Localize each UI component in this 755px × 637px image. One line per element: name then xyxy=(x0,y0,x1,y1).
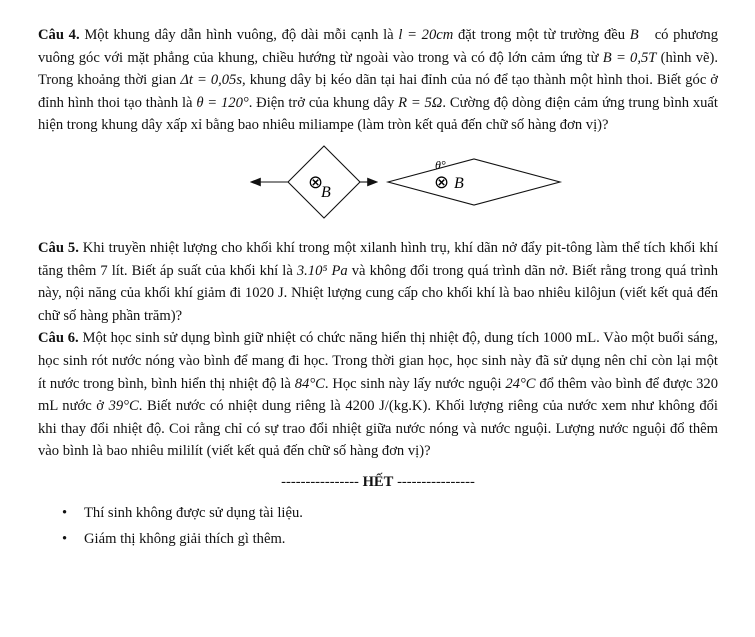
question-4-text: Một khung dây dẫn hình vuông, độ dài mỗi cạnh là xyxy=(79,27,399,43)
question-6-text: đổ thêm vào bình để được 320 mL nước ở xyxy=(38,375,718,415)
question-5-text: và không đổi trong quá trình dãn nở. Biết rằng trong quá trình này, nội năng của khối khí giảm đi 1020 J. Nhiệt lượng cung cấp cho khối khí là bao nhiêu kilôjun (viết kết quả đến chữ số hàng phần trăm)? xyxy=(38,262,719,324)
question-5-text: Khi truyền nhiệt lượng cho khối khí trong một xilanh hình trụ, khí dãn nở đẩy pit-tông làm thể tích khối khí tăng thêm 7 lít. Biết áp suất của khối khí là xyxy=(38,239,719,279)
dt-expression: Δt = 0,05s xyxy=(180,72,243,89)
left-b-label: B⃗ xyxy=(321,183,344,201)
question-6-text: . Học sinh này lấy nước nguội xyxy=(324,375,506,392)
question-4-text: có phương vuông góc với mặt phẳng của khung, chiều hướng từ ngoài vào trong và có độ lớn cảm ứng từ xyxy=(38,27,719,66)
b-expression: B = 0,5T xyxy=(602,49,657,66)
question-4-text: (hình vẽ). Trong khoảng thời gian xyxy=(38,49,718,89)
temp-84-expression: 84°C xyxy=(294,375,325,392)
question-6-text: Một học sinh sử dụng bình giữ nhiệt có chức năng hiển thị nhiệt độ, dung tích 1000 mL. Vào một buổi sáng, học sinh rót nước nóng vào bình để mang đi học. Trong thời gian học, học sinh này đã sử dụng nên chỉ còn lại một ít nước trong bình, bình hiển thị nhiệt độ là xyxy=(38,330,718,392)
question-6 xyxy=(38,327,718,463)
pressure-expression: 3.10⁵ Pa xyxy=(296,262,348,279)
temp-24-expression: 24°C xyxy=(505,375,536,392)
end-label: HẾT xyxy=(362,473,394,490)
theta-expression: θ = 120° xyxy=(196,94,249,111)
length-expression: l = 20cm xyxy=(398,27,454,43)
exam-page xyxy=(38,24,718,552)
right-b-label: B⃗ xyxy=(454,174,477,192)
end-dashes-left: ---------------- xyxy=(281,473,359,490)
end-dashes-right: ---------------- xyxy=(397,473,475,490)
theta-label: θ° xyxy=(435,157,446,172)
question-4 xyxy=(38,24,718,137)
b-into-page-icon: ⊗ xyxy=(434,171,450,193)
frame-diagram xyxy=(38,141,718,231)
question-4-label: Câu 4. xyxy=(38,27,80,43)
question-4-text: . Cường độ dòng điện cảm ứng trung bình xuất hiện trong khung dây xấp xỉ bằng bao nhiêu miliampe (làm tròn kết quả đến chữ số hàng đơn vị)? xyxy=(38,94,718,134)
b-vector-symbol: B⃗ xyxy=(629,27,650,43)
note-item: • Thí sinh không được sử dụng tài liệu. xyxy=(38,500,718,526)
question-4-text: , khung dây bị kéo dãn tại hai đỉnh của nó để tạo thành một hình thoi. Biết góc ở đỉnh hình thoi tạo thành là xyxy=(38,72,719,111)
note-item: • Giám thị không giải thích gì thêm. xyxy=(38,526,718,552)
question-6-text: . Biết nước có nhiệt dung riêng là 4200 J/(kg.K). Khối lượng riêng của nước xem như không đổi khi thay đổi nhiệt độ. Coi rằng chỉ có sự trao đổi nhiệt giữa nước nóng và nước nguội. Lượng nước nguội đổ thêm vào bình là bao nhiêu mililít (viết kết quả đến chữ số hàng đơn vị)? xyxy=(38,398,718,460)
end-marker xyxy=(38,471,718,494)
temp-39-expression: 39°C xyxy=(108,398,139,415)
square-frame xyxy=(288,146,360,218)
r-expression: R = 5Ω xyxy=(398,94,443,111)
b-into-page-icon: ⊗ xyxy=(308,171,324,193)
question-5-label: Câu 5. xyxy=(38,239,79,256)
question-4-text: . Điện trở của khung dây xyxy=(248,94,399,111)
question-5 xyxy=(38,237,718,327)
question-4-text: đặt trong một từ trường đều xyxy=(453,27,630,43)
question-6-label: Câu 6. xyxy=(38,330,79,347)
question-4-figure xyxy=(38,141,718,231)
notes-list xyxy=(38,500,718,552)
